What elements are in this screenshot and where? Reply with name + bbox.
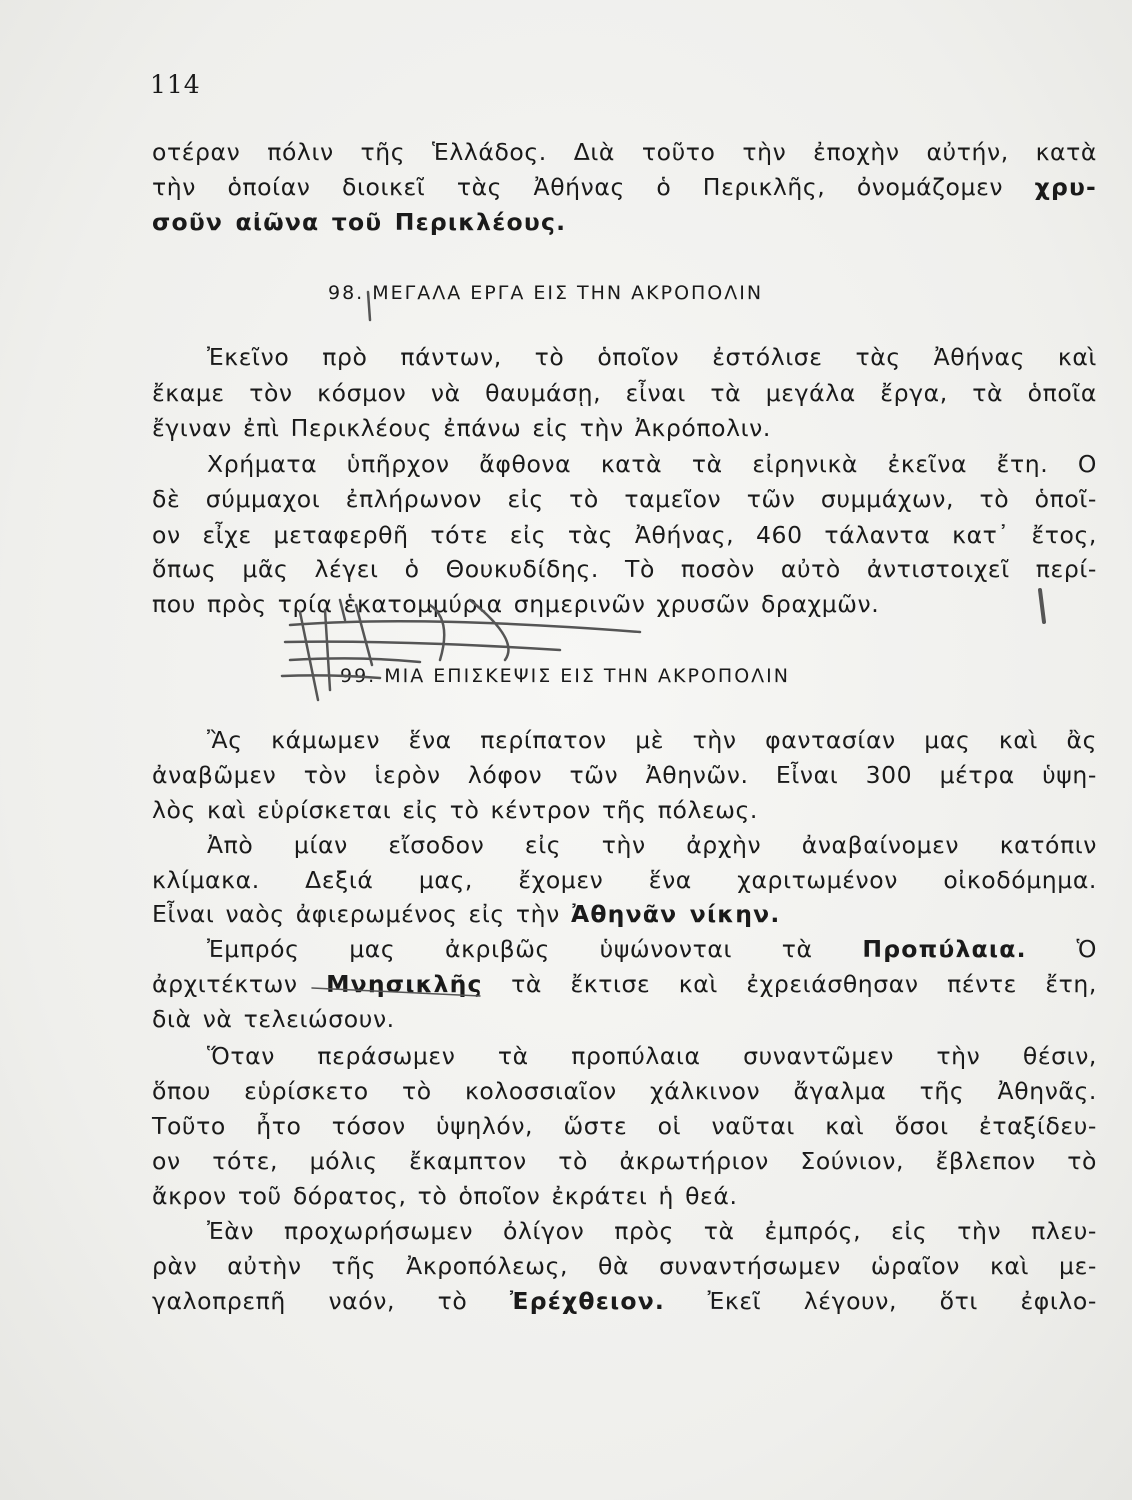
text-line: δὲ σύμμαχοι ἐπλήρωνον εἰς τὸ ταμεῖον τῶν συμμάχων, τὸ ὁποῖ- xyxy=(152,485,1097,513)
pencil-scribble xyxy=(290,621,640,632)
text-line: Χρήματα ὑπῆρχον ἄφθονα κατὰ τὰ εἰρηνικὰ ἐκεῖνα ἔτη. Ο xyxy=(207,450,1097,478)
text-line: ἀρχιτέκτων Μνησικλῆς τὰ ἔκτισε καὶ ἐχρειάσθησαν πέντε ἔτη, xyxy=(152,970,1097,998)
text-line: ἔγιναν ἐπὶ Περικλέους ἐπάνω εἰς τὴν Ἀκρόπολιν. xyxy=(152,414,771,442)
page-number: 114 xyxy=(150,70,201,99)
text-line: ὅπως μᾶς λέγει ὁ Θουκυδίδης. Τὸ ποσὸν αὐτὸ ἀντιστοιχεῖ περί- xyxy=(152,555,1097,583)
pencil-stroke xyxy=(325,610,330,690)
pencil-scribble xyxy=(285,642,560,650)
bold-term: Ἐρέχθειον. xyxy=(509,1287,666,1315)
text-line: που πρὸς τρία ἑκατομμύρια σημερινῶν χρυσῶν δραχμῶν. xyxy=(152,590,880,618)
text-line: γαλοπρεπῆ ναόν, τὸ Ἐρέχθειον. Ἐκεῖ λέγουν, ὅτι ἐφιλο- xyxy=(152,1287,1097,1315)
section-heading-99: 99. ΜΙΑ ΕΠΙΣΚΕΨΙΣ ΕΙΣ ΤΗΝ ΑΚΡΟΠΟΛΙΝ xyxy=(340,665,790,687)
text-line: οτέραν πόλιν τῆς Ἑλλάδος. Διὰ τοῦτο τὴν ἐποχὴν αὐτήν, κατὰ xyxy=(152,138,1097,166)
text-line: κλίμακα. Δεξιά μας, ἔχομεν ἕνα χαριτωμένον οἰκοδόμημα. xyxy=(152,866,1097,894)
bold-term: χρυ- xyxy=(1034,173,1097,201)
text-line: ὅπου εὑρίσκετο τὸ κολοσσιαῖον χάλκινον ἄγαλμα τῆς Ἀθηνᾶς. xyxy=(152,1077,1097,1105)
text-line: τὴν ὁποίαν διοικεῖ τὰς Ἀθήνας ὁ Περικλῆς, ὀνομάζομεν χρυ- xyxy=(152,173,1097,201)
text-line: ον τότε, μόλις ἔκαμπτον τὸ ἀκρωτήριον Σούνιον, ἔβλεπον τὸ xyxy=(152,1147,1097,1175)
text-line: Ἀπὸ μίαν εἴσοδον εἰς τὴν ἀρχὴν ἀναβαίνομεν κατόπιν xyxy=(207,831,1097,859)
pencil-scribble xyxy=(290,658,420,662)
bold-term: Μνησικλῆς xyxy=(326,970,483,998)
bold-term: Ἀθηνᾶν νίκην. xyxy=(570,900,781,928)
text-line: Ἐκεῖνο πρὸ πάντων, τὸ ὁποῖον ἐστόλισε τὰς Ἀθήνας καὶ xyxy=(207,343,1097,371)
bold-term: Προπύλαια. xyxy=(862,935,1027,963)
pencil-stroke xyxy=(300,612,318,700)
text-line: ἔκαμε τὸν κόσμον νὰ θαυμάσῃ, εἶναι τὰ μεγάλα ἔργα, τὰ ὁποῖα xyxy=(152,379,1097,407)
section-heading-98: 98. ΜΕΓΑΛΑ ΕΡΓΑ ΕΙΣ ΤΗΝ ΑΚΡΟΠΟΛΙΝ xyxy=(328,282,764,304)
text-line: Ἐμπρός μας ἀκριβῶς ὑψώνονται τὰ Προπύλαια. Ὁ xyxy=(207,935,1097,963)
text-line xyxy=(152,205,1097,239)
text-line: ἀναβῶμεν τὸν ἱερὸν λόφον τῶν Ἀθηνῶν. Εἶναι 300 μέτρα ὑψη- xyxy=(152,761,1097,789)
text-line: λὸς καὶ εὑρίσκεται εἰς τὸ κέντρον τῆς πόλεως. xyxy=(152,796,758,824)
text-line: ον εἶχε μεταφερθῆ τότε εἰς τὰς Ἀθήνας, 460 τάλαντα κατ᾽ ἔτος, xyxy=(152,521,1097,549)
text-line: Ἐὰν προχωρήσωμεν ὀλίγον πρὸς τὰ ἐμπρός, εἰς τὴν πλευ- xyxy=(207,1217,1097,1245)
text-line: ἄκρον τοῦ δόρατος, τὸ ὁποῖον ἐκράτει ἡ θεά. xyxy=(152,1182,738,1210)
text-line: ρὰν αὐτὴν τῆς Ἀκροπόλεως, θὰ συναντήσωμεν ὡραῖον καὶ με- xyxy=(152,1252,1097,1280)
text-line: Εἶναι ναὸς ἀφιερωμένος εἰς τὴν Ἀθηνᾶν νίκην. xyxy=(152,900,781,928)
pencil-mark xyxy=(1040,590,1044,622)
text-line: Τοῦτο ἦτο τόσον ὑψηλόν, ὥστε οἱ ναῦται καὶ ὅσοι ἐταξίδευ- xyxy=(152,1112,1097,1140)
text-line: διὰ νὰ τελειώσουν. xyxy=(152,1005,395,1033)
text-line: Ἂς κάμωμεν ἕνα περίπατον μὲ τὴν φαντασίαν μας καὶ ἂς xyxy=(207,726,1097,754)
text-line: Ὅταν περάσωμεν τὰ προπύλαια συναντῶμεν τὴν θέσιν, xyxy=(207,1042,1097,1070)
bold-term: σοῦν αἰῶνα τοῦ Περικλέους. xyxy=(152,208,567,236)
